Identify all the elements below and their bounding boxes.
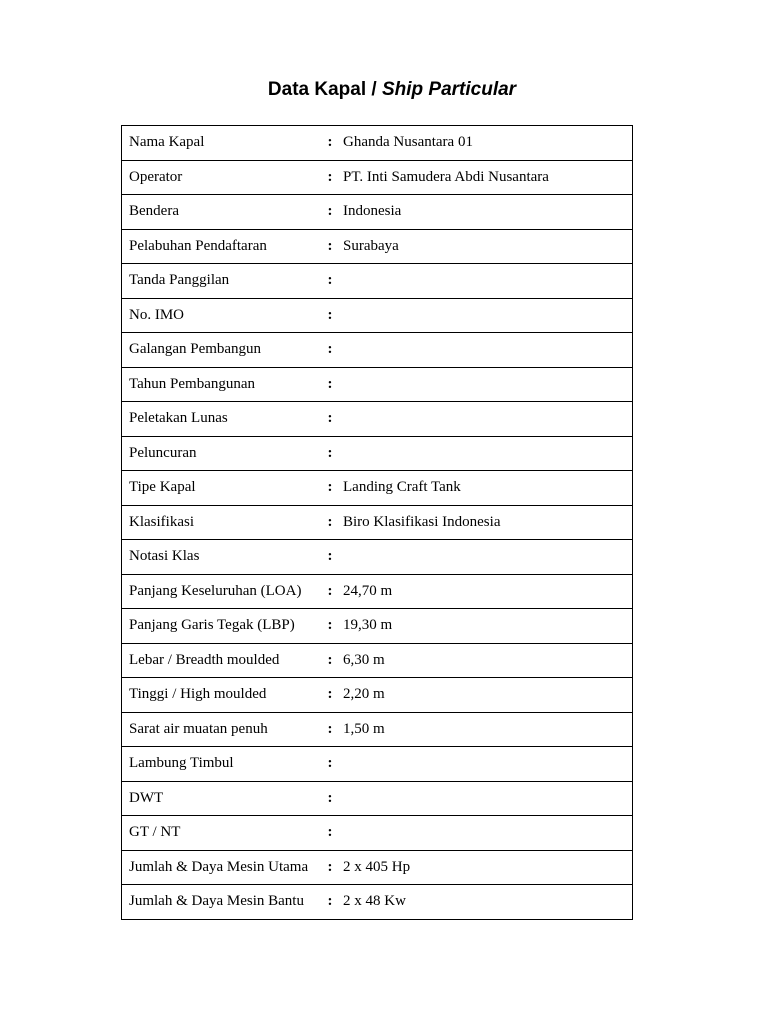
row-separator: : bbox=[319, 540, 341, 575]
row-label: Tipe Kapal bbox=[122, 471, 320, 506]
row-label: Galangan Pembangun bbox=[122, 333, 320, 368]
row-label: Tinggi / High moulded bbox=[122, 678, 320, 713]
row-separator: : bbox=[319, 229, 341, 264]
row-value: 2,20 m bbox=[341, 678, 633, 713]
table-row bbox=[122, 678, 633, 713]
row-value bbox=[341, 436, 633, 471]
row-label: Tanda Panggilan bbox=[122, 264, 320, 299]
table-row bbox=[122, 850, 633, 885]
page-title bbox=[0, 78, 768, 102]
table-row bbox=[122, 333, 633, 368]
row-label: Pelabuhan Pendaftaran bbox=[122, 229, 320, 264]
row-separator: : bbox=[319, 264, 341, 299]
table-row bbox=[122, 471, 633, 506]
row-separator: : bbox=[319, 678, 341, 713]
table-row bbox=[122, 402, 633, 437]
row-label: Nama Kapal bbox=[122, 126, 320, 161]
row-value: Ghanda Nusantara 01 bbox=[341, 126, 633, 161]
title-main: Data Kapal / bbox=[267, 79, 382, 100]
table-row bbox=[122, 436, 633, 471]
table-row bbox=[122, 195, 633, 230]
row-label: GT / NT bbox=[122, 816, 320, 851]
row-value: 2 x 48 Kw bbox=[341, 885, 633, 920]
row-label: Jumlah & Daya Mesin Bantu bbox=[122, 885, 320, 920]
table-row bbox=[122, 747, 633, 782]
row-separator: : bbox=[319, 850, 341, 885]
title-italic: Ship Particular bbox=[381, 79, 517, 100]
row-value bbox=[341, 816, 633, 851]
row-label: Panjang Keseluruhan (LOA) bbox=[122, 574, 320, 609]
row-label: Panjang Garis Tegak (LBP) bbox=[122, 609, 320, 644]
row-separator: : bbox=[319, 333, 341, 368]
row-value bbox=[341, 747, 633, 782]
table-row bbox=[122, 505, 633, 540]
row-label: Operator bbox=[122, 160, 320, 195]
row-label: DWT bbox=[122, 781, 320, 816]
table-row bbox=[122, 298, 633, 333]
table-row bbox=[122, 367, 633, 402]
table-row bbox=[122, 126, 633, 161]
row-separator: : bbox=[319, 505, 341, 540]
ship-particulars-table bbox=[121, 125, 633, 920]
row-label: Klasifikasi bbox=[122, 505, 320, 540]
row-separator: : bbox=[319, 609, 341, 644]
row-value: Biro Klasifikasi Indonesia bbox=[341, 505, 633, 540]
table-row bbox=[122, 643, 633, 678]
row-value: 24,70 m bbox=[341, 574, 633, 609]
row-value bbox=[341, 264, 633, 299]
table-row bbox=[122, 712, 633, 747]
row-value bbox=[341, 540, 633, 575]
row-value: Landing Craft Tank bbox=[341, 471, 633, 506]
row-value bbox=[341, 367, 633, 402]
row-value: PT. Inti Samudera Abdi Nusantara bbox=[341, 160, 633, 195]
row-separator: : bbox=[319, 195, 341, 230]
row-value: 19,30 m bbox=[341, 609, 633, 644]
table-row bbox=[122, 609, 633, 644]
ship-particulars-body bbox=[122, 126, 633, 920]
row-label: Lambung Timbul bbox=[122, 747, 320, 782]
row-separator: : bbox=[319, 160, 341, 195]
row-separator: : bbox=[319, 436, 341, 471]
row-separator: : bbox=[319, 126, 341, 161]
row-separator: : bbox=[319, 574, 341, 609]
row-value: 2 x 405 Hp bbox=[341, 850, 633, 885]
table-row bbox=[122, 160, 633, 195]
row-separator: : bbox=[319, 643, 341, 678]
row-value: 1,50 m bbox=[341, 712, 633, 747]
row-value bbox=[341, 333, 633, 368]
table-row bbox=[122, 229, 633, 264]
row-label: Peluncuran bbox=[122, 436, 320, 471]
table-row bbox=[122, 885, 633, 920]
table-row bbox=[122, 264, 633, 299]
row-value: Indonesia bbox=[341, 195, 633, 230]
row-label: Bendera bbox=[122, 195, 320, 230]
row-value bbox=[341, 402, 633, 437]
row-separator: : bbox=[319, 816, 341, 851]
row-separator: : bbox=[319, 885, 341, 920]
table-row bbox=[122, 574, 633, 609]
row-label: Jumlah & Daya Mesin Utama bbox=[122, 850, 320, 885]
row-separator: : bbox=[319, 781, 341, 816]
row-label: No. IMO bbox=[122, 298, 320, 333]
row-value bbox=[341, 298, 633, 333]
table-row bbox=[122, 816, 633, 851]
row-label: Sarat air muatan penuh bbox=[122, 712, 320, 747]
row-separator: : bbox=[319, 298, 341, 333]
row-separator: : bbox=[319, 402, 341, 437]
row-separator: : bbox=[319, 747, 341, 782]
table-row bbox=[122, 781, 633, 816]
row-value: Surabaya bbox=[341, 229, 633, 264]
row-separator: : bbox=[319, 367, 341, 402]
row-separator: : bbox=[319, 471, 341, 506]
row-value: 6,30 m bbox=[341, 643, 633, 678]
row-separator: : bbox=[319, 712, 341, 747]
row-value bbox=[341, 781, 633, 816]
row-label: Notasi Klas bbox=[122, 540, 320, 575]
row-label: Peletakan Lunas bbox=[122, 402, 320, 437]
row-label: Tahun Pembangunan bbox=[122, 367, 320, 402]
table-row bbox=[122, 540, 633, 575]
row-label: Lebar / Breadth moulded bbox=[122, 643, 320, 678]
